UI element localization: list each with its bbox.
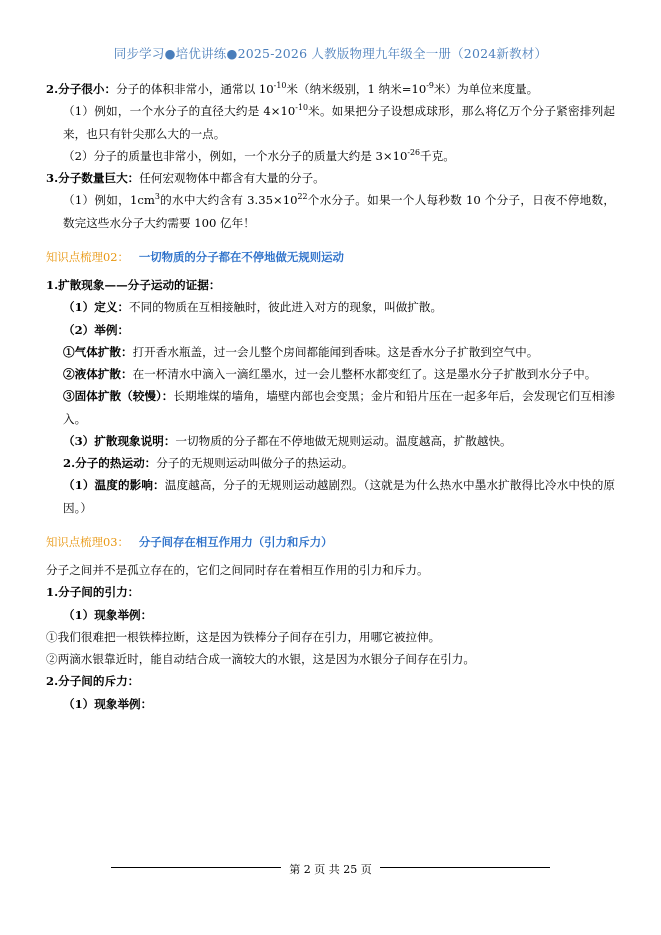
- heading-text-2c: 米）为单位来度量。: [433, 82, 539, 96]
- diffusion-example-solid-label: ③固体扩散（较慢）：: [63, 389, 174, 404]
- diffusion-example-solid: [46, 385, 615, 430]
- item3-text-b: 的水中大约含有 3.35×10: [159, 193, 298, 208]
- page-footer: [0, 861, 661, 877]
- page-title: 同步学习●培优讲练●2025-2026 人教版物理九年级全一册（2024新教材）: [113, 46, 548, 61]
- forces-repulsion-heading-label: 2.分子间的斥力：: [46, 674, 140, 689]
- thermal-heading-label: 2.分子的热运动：: [63, 456, 157, 470]
- heading-text-2a: 分子的体积非常小，通常以 10: [116, 82, 274, 96]
- knowledge-point-03-title: 分子间存在相互作用力（引力和斥力）: [138, 534, 333, 549]
- diffusion-definition-label: （1）定义：: [63, 300, 130, 315]
- item2-text-a: （2）分子的质量也非常小，例如，一个水分子的质量大约是 3×10: [63, 148, 408, 163]
- knowledge-point-02: [46, 248, 615, 266]
- item2-exp: -26: [407, 147, 421, 157]
- thermal-temperature-text: 温度越高，分子的无规则运动越剧烈。（这就是为什么热水中墨水扩散得比冷水中快的原因。）: [63, 478, 616, 515]
- diffusion-definition-text: 不同的物质在互相接触时，彼此进入对方的现象，叫做扩散。: [129, 300, 443, 315]
- diffusion-definition: [46, 296, 615, 318]
- diffusion-example-liquid-text: 在一杯清水中滴入一滴红墨水，过一会儿整杯水都变红了。这是墨水分子扩散到水分子中。: [132, 367, 597, 381]
- diffusion-example-gas-label: ①气体扩散：: [63, 344, 133, 359]
- forces-attraction-examples-label: （1）现象举例：: [63, 607, 153, 622]
- paragraph-3-item1: [46, 189, 615, 234]
- forces-attraction-example-1: ①我们很难把一根铁棒拉断，这是因为铁棒分子间存在引力，用哪它被拉伸。: [46, 629, 441, 644]
- diffusion-note: [46, 430, 615, 452]
- item1-exp: -10: [295, 103, 308, 113]
- diffusion-example-liquid-label: ②液体扩散：: [63, 367, 133, 381]
- thermal-temperature: [46, 474, 615, 519]
- thermal-temperature-label: （1）温度的影响：: [63, 478, 165, 493]
- footer-rule-left: [111, 867, 281, 868]
- item3-exp-a: 3: [154, 192, 160, 202]
- knowledge-point-03-label: 知识点梳理03：: [46, 534, 129, 549]
- diffusion-example-gas-text: 打开香水瓶盖，过一会儿整个房间都能闻到香味。这是香水分子扩散到空气中。: [132, 344, 539, 359]
- item3-exp-b: 22: [297, 192, 308, 202]
- heading-label-3: 3.分子数量巨大：: [46, 171, 140, 185]
- diffusion-note-text: 一切物质的分子都在不停地做无规则运动。温度越高，扩散越快。: [175, 433, 512, 448]
- heading-text-2b: 米（纳米级别，1 纳米=10: [286, 82, 427, 96]
- paragraph-2-item2: [46, 145, 615, 167]
- exp-2b: -9: [426, 81, 434, 91]
- footer-rule-right: [380, 867, 550, 868]
- forces-attraction-examples-label-row: [46, 604, 615, 626]
- item2-text-b: 千克。: [420, 148, 455, 163]
- thermal-heading: [46, 452, 615, 474]
- item3-text-c: 个水分子。如果一个人每秒数 10 个分子，日夜不停地数，数完这些水分子大约需要 100 亿年！: [63, 193, 615, 230]
- paragraph-2-heading: [46, 78, 615, 100]
- heading-text-3: 任何宏观物体中都含有大量的分子。: [139, 171, 325, 185]
- item1-text-b: 米。如果把分子设想成球形，那么将亿万个分子紧密排列起来，也只有针尖那么大的一点。: [63, 104, 615, 141]
- diffusion-heading-label: 1.扩散现象——分子运动的证据：: [46, 278, 221, 292]
- forces-intro: 分子之间并不是孤立存在的，它们之间同时存在着相互作用的引力和斥力。: [46, 563, 429, 577]
- knowledge-point-02-title: 一切物质的分子都在不停地做无规则运动: [138, 249, 344, 264]
- forces-attraction-heading-label: 1.分子间的引力：: [46, 585, 140, 600]
- diffusion-heading: [46, 274, 615, 296]
- forces-repulsion-heading: [46, 670, 615, 692]
- knowledge-point-02-label: 知识点梳理02：: [46, 249, 129, 264]
- item1-text-a: （1）例如，一个水分子的直径大约是 4×10: [63, 104, 296, 119]
- diffusion-example-gas: [46, 341, 615, 363]
- diffusion-examples-label: （2）举例：: [63, 322, 130, 337]
- heading-label-2: 2.分子很小：: [46, 82, 117, 96]
- paragraph-3-heading: [46, 167, 615, 189]
- forces-attraction-example-2: ②两滴水银靠近时，能自动结合成一滴较大的水银，这是因为水银分子间存在引力。: [46, 652, 475, 666]
- item3-text-a: （1）例如，1cm: [63, 193, 155, 208]
- paragraph-2-item1: [46, 100, 615, 145]
- footer-page-number: 第 2 页 共 25 页: [289, 863, 372, 876]
- forces-repulsion-examples-label: （1）现象举例：: [63, 696, 153, 711]
- forces-attraction-heading: [46, 581, 615, 603]
- diffusion-example-liquid: [46, 363, 615, 385]
- diffusion-note-label: （3）扩散现象说明：: [63, 433, 176, 448]
- thermal-heading-text: 分子的无规则运动叫做分子的热运动。: [156, 456, 354, 470]
- forces-repulsion-examples-label-row: [46, 693, 615, 715]
- diffusion-examples-label-row: [46, 319, 615, 341]
- diffusion-example-solid-text: 长期堆煤的墙角，墙壁内部也会变黑；金片和铅片压在一起多年后，会发现它们互相渗入。: [63, 389, 615, 426]
- exp-2a: -10: [273, 81, 287, 91]
- knowledge-point-03: [46, 533, 615, 551]
